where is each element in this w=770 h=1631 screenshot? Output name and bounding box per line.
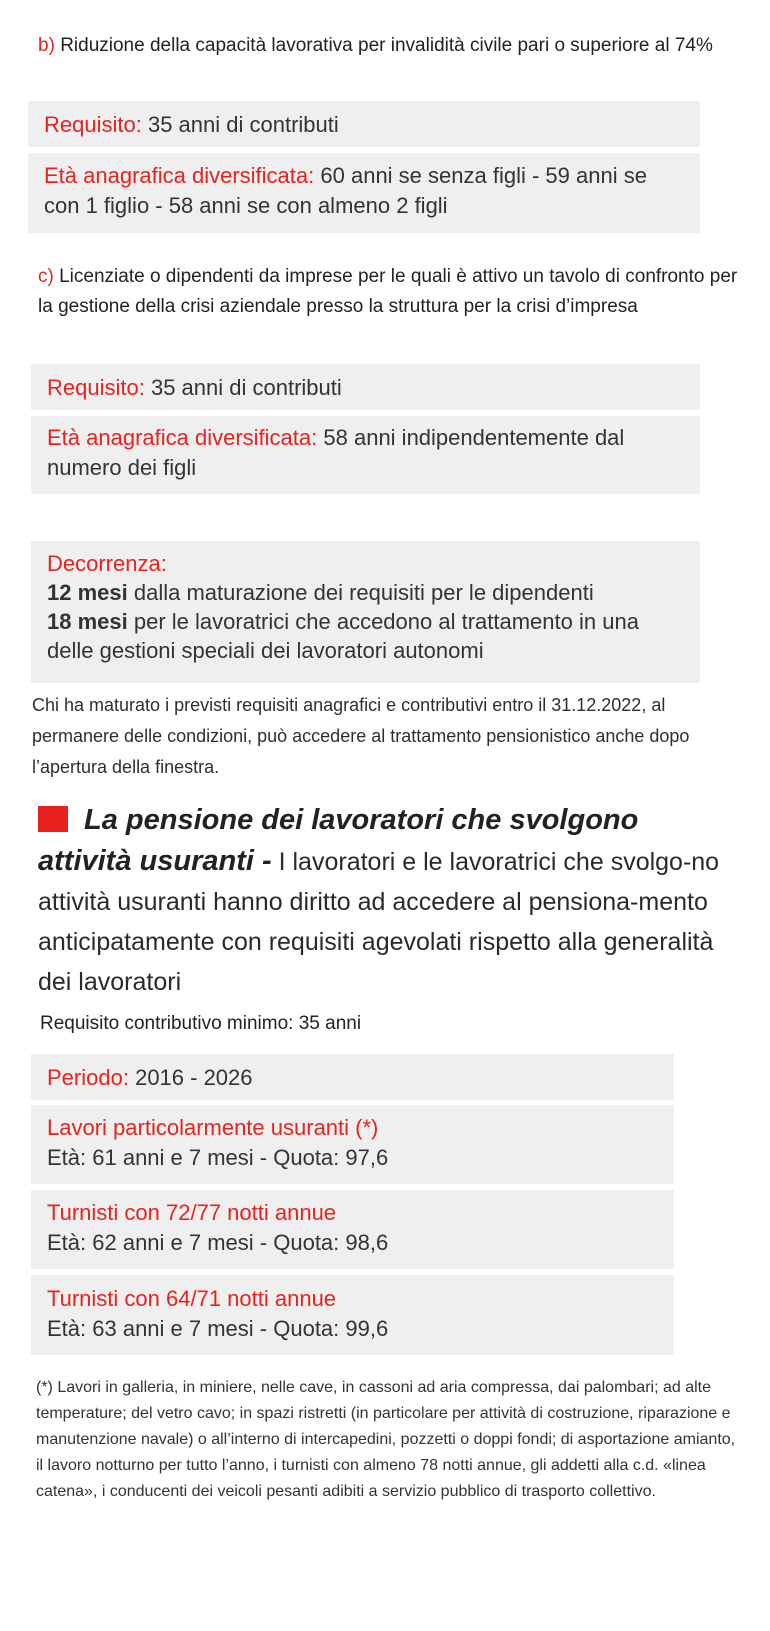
finestra-paragraph: Chi ha maturato i previsti requisiti anagrafici e contributivi entro il 31.12.2022, al permanere delle condizioni, può accedere al trattamento pensionistico anche dopo l’apertura della finestra. [32, 695, 690, 777]
decorrenza-line-2 [47, 607, 684, 665]
decorrenza-label: Decorrenza: [47, 551, 167, 576]
eta-label: Età anagrafica diversificata: [44, 163, 315, 188]
eta-value: 60 anni se senza figli - 59 anni se con 1 figlio - 58 anni se con almeno 2 figli [44, 163, 647, 218]
section-b-requisito-box [28, 101, 700, 147]
periodo-value: 2016 - 2026 [135, 1065, 253, 1090]
decorrenza-box [31, 541, 700, 683]
usuranti-row [31, 1105, 674, 1184]
section-c-heading-text: Licenziate o dipendenti da imprese per le quali è attivo un tavolo di confronto per la gestione della crisi aziendale presso la struttura per la crisi d’impresa [38, 266, 738, 317]
requisito-value: 35 anni di contributi [150, 375, 342, 400]
requisito-value: 35 anni di contributi [147, 112, 339, 137]
periodo-label: Periodo: [47, 1065, 129, 1090]
section-b-eta-box [28, 153, 700, 233]
section-b-heading-text: Riduzione della capacità lavorativa per invalidità civile pari o superiore al 74% [60, 35, 713, 56]
eta-label: Età anagrafica diversificata: [47, 425, 318, 450]
section-b-marker: b) [38, 35, 55, 56]
usuranti-row-label: Lavori particolarmente usuranti (*) [47, 1115, 379, 1140]
usuranti-row-value: Età: 62 anni e 7 mesi - Quota: 98,6 [47, 1230, 389, 1255]
requisito-label: Requisito: [44, 112, 142, 137]
usuranti-row-value: Età: 63 anni e 7 mesi - Quota: 99,6 [47, 1316, 389, 1341]
usuranti-row-label: Turnisti con 64/71 notti annue [47, 1286, 337, 1311]
decorrenza-line-1 [47, 578, 684, 607]
usuranti-section [38, 800, 738, 1002]
usuranti-row-value: Età: 61 anni e 7 mesi - Quota: 97,6 [47, 1145, 389, 1170]
eta-value: 58 anni indipendentemente dal numero dei figli [47, 425, 625, 480]
usuranti-row [31, 1275, 674, 1355]
decorrenza-line-2-bold: 18 mesi [47, 609, 128, 634]
requisito-minimo: Requisito contributivo minimo: 35 anni [40, 1013, 362, 1034]
requisito-label: Requisito: [47, 375, 145, 400]
usuranti-title: La pensione dei lavoratori che svolgono attività usuranti - [38, 804, 639, 877]
decorrenza-line-1-text: dalla maturazione dei requisiti per le dipendenti [133, 580, 594, 605]
footnote: (*) Lavori in galleria, in miniere, nelle cave, in cassoni ad aria compressa, dai palombari; ad alte temperature; del vetro cavo; in spazi ristretti (in particolare per attività di costruzione, riparazione e manutenzione navale) o all’interno di intercapedini, pozzetti o doppi fondi; di asportazione amianto, il lavoro notturno per tutto l’anno, i turnisti con almeno 78 notti annue, gli addetti alla c.d. «linea catena», i conducenti dei veicoli pesanti adibiti a servizio pubblico di trasporto collettivo. [36, 1379, 736, 1500]
decorrenza-line-2-text: per le lavoratrici che accedono al trattamento in una delle gestioni speciali dei lavoratori autonomi [47, 609, 639, 663]
section-c-eta-box [31, 416, 700, 494]
usuranti-text: I lavoratori e le lavoratrici che svolgo-no attività usuranti hanno diritto ad accedere al pensiona-mento anticipatamente con requisiti agevolati rispetto alla generalità dei lavoratori [38, 848, 720, 996]
red-square-marker [38, 806, 68, 832]
decorrenza-line-1-bold: 12 mesi [47, 580, 128, 605]
usuranti-row-label: Turnisti con 72/77 notti annue [47, 1200, 337, 1225]
section-c-requisito-box [31, 364, 700, 410]
section-c-heading [38, 262, 738, 322]
section-c-marker: c) [38, 266, 54, 287]
usuranti-row [31, 1190, 674, 1269]
periodo-box [31, 1054, 674, 1100]
section-b-heading [38, 31, 738, 61]
